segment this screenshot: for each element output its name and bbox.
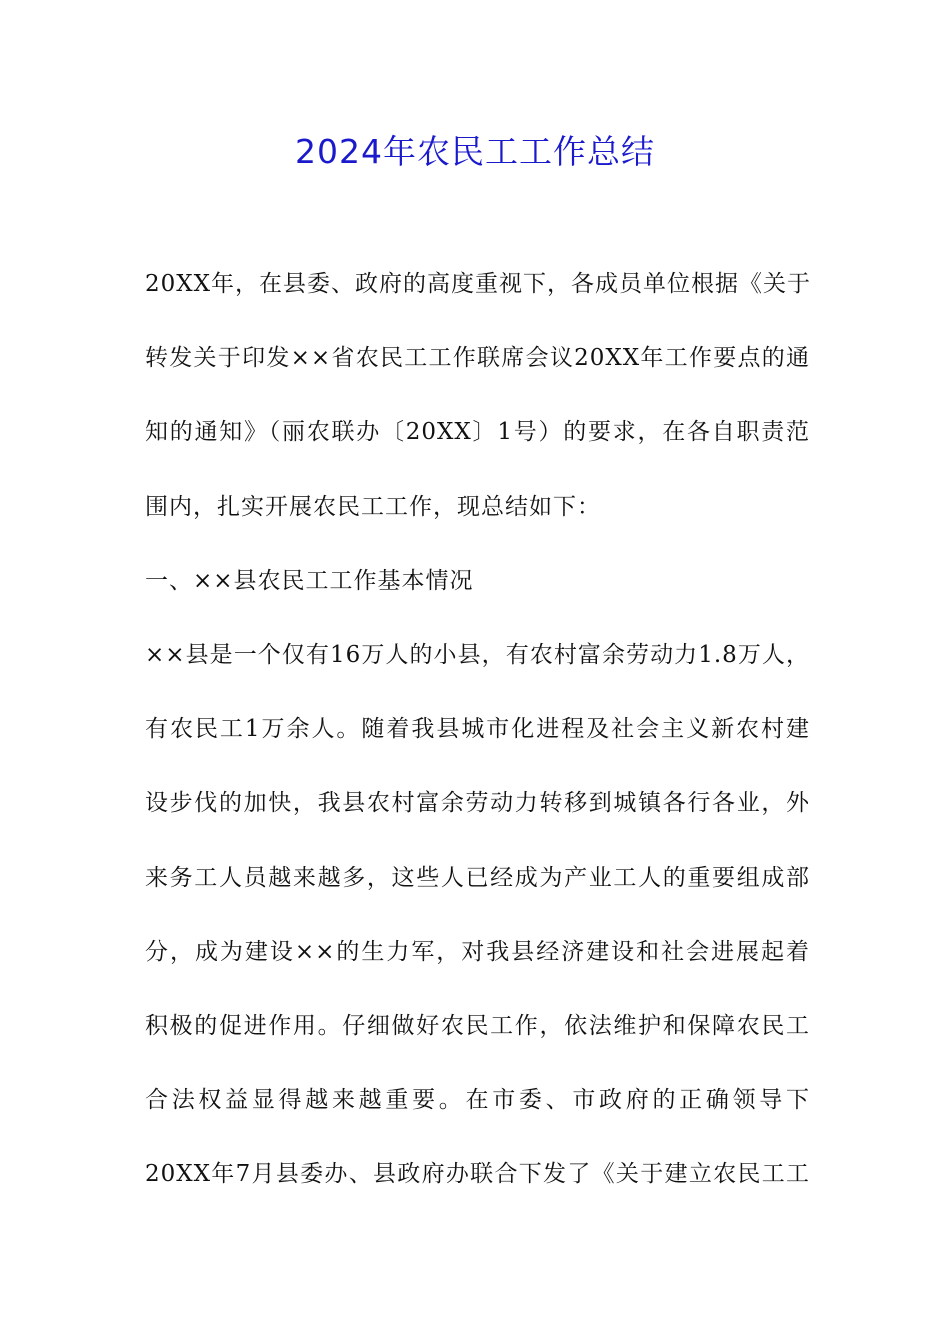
body-line: ××县是一个仅有16万人的小县，有农村富余劳动力1.8万人，: [145, 641, 810, 668]
section-heading: 一、××县农民工工作基本情况: [145, 567, 474, 594]
body-line: 合法权益显得越来越重要。在市委、市政府的正确领导下: [145, 1087, 810, 1114]
body-line: 转发关于印发××省农民工工作联席会议20XX年工作要点的通: [145, 345, 810, 372]
body-line: 知的通知》（丽农联办〔20XX〕1号）的要求，在各自职责范: [145, 419, 810, 446]
body-line: 20XX年，在县委、政府的高度重视下，各成员单位根据《关于: [145, 271, 812, 297]
body-line: 围内，扎实开展农民工工作，现总结如下：: [145, 493, 601, 520]
body-line: 来务工人员越来越多，这些人已经成为产业工人的重要组成部: [145, 864, 810, 891]
body-line: 有农民工1万余人。随着我县城市化进程及社会主义新农村建: [145, 716, 810, 743]
body-line: 分，成为建设××的生力军，对我县经济建设和社会进展起着: [145, 938, 810, 965]
body-line: 20XX年7月县委办、县政府办联合下发了《关于建立农民工工: [145, 1161, 810, 1188]
document-body: [145, 262, 810, 1226]
body-line: 积极的促进作用。仔细做好农民工作，依法维护和保障农民工: [145, 1012, 810, 1039]
body-line: 设步伐的加快，我县农村富余劳动力转移到城镇各行各业，外: [145, 790, 810, 817]
document-title: 2024年农民工工作总结: [295, 132, 655, 171]
